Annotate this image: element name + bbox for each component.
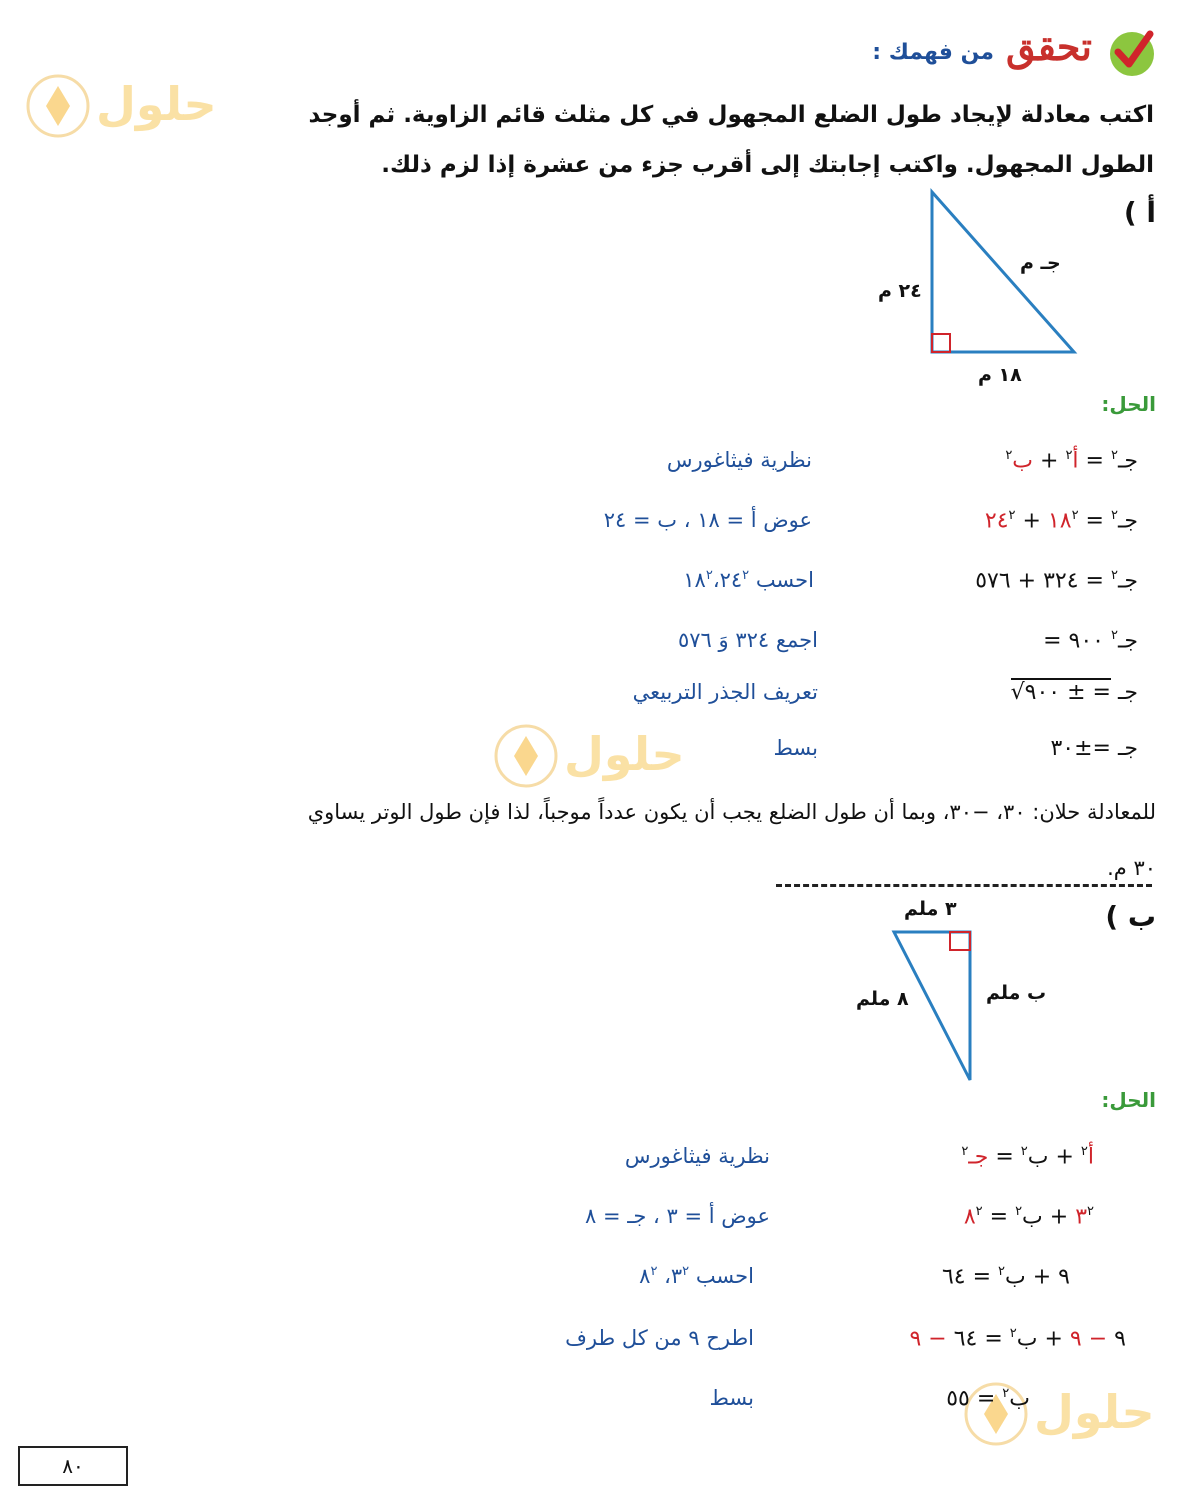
part-b-step-3-equation: ٩ + ب$^٢$ = ٦٤: [941, 1264, 1070, 1290]
part-a-step-6-lhs: جـ: [1117, 736, 1138, 761]
part-a-solution-label: الحل:: [1101, 392, 1156, 416]
section-divider: [776, 884, 1152, 887]
part-b-step-3-reason-base: احسب ٣: [670, 1264, 754, 1288]
part-a-step-6-reason: بسط: [773, 736, 818, 760]
part-a-step-1-reason: نظرية فيثاغورس: [666, 448, 812, 472]
part-b-step-5-reason: بسط: [709, 1386, 754, 1410]
watermark-text: حلول: [1034, 1385, 1155, 1439]
part-b-step-1-reason: نظرية فيثاغورس: [624, 1144, 770, 1168]
part-a-step-3-reason-base: احسب ١٨: [683, 568, 814, 592]
page-number: ٨٠: [18, 1446, 128, 1486]
part-a-step-2-equation: جـ$^٢$ = $١٨^٢$ + $٢٤^٢$: [984, 508, 1138, 534]
section-subtitle: من فهمك :: [872, 40, 994, 65]
watermark-logo: [24, 68, 234, 140]
watermark-text: حلول: [96, 77, 217, 131]
part-a-step-1-equation: جـ$^٢$ = أ$^٢$ + ب$^٢$: [1005, 448, 1138, 474]
triangle-a-horizontal-leg: ١٨ م: [978, 364, 1022, 386]
part-a-step-5-lhs: جـ: [1117, 680, 1138, 705]
part-a-step-4-equation: جـ$^٢$ ٩٠٠ =: [1043, 628, 1138, 654]
triangle-b-right-side: ب ملم: [986, 982, 1047, 1004]
triangle-a-hypotenuse: جـ م: [1020, 252, 1061, 274]
part-b-step-3-reason: احسب $٣^٢،$ $٨^٢$: [639, 1264, 754, 1288]
part-b-solution-label: الحل:: [1101, 1088, 1156, 1112]
triangle-b-left-side: ٨ ملم: [856, 988, 909, 1010]
triangle-a-vertical-leg: ٢٤ م: [878, 280, 922, 302]
part-a-step-3-reason: احسب $١٨^٢،٢٤^٢$: [683, 568, 814, 592]
part-b-step-4-reason: اطرح ٩ من كل طرف: [565, 1326, 754, 1350]
part-a-step-3-reason-mid: ،٢٤: [712, 568, 743, 592]
section-title: تحقق: [1005, 24, 1092, 69]
triangle-b-top-side: ٣ ملم: [904, 898, 957, 920]
triangle-a-figure: [924, 188, 1084, 360]
checkmark-badge-icon: [1104, 24, 1160, 80]
part-a-conclusion: [96, 784, 1156, 896]
part-a-conclusion-line-2: ٣٠ م.: [1107, 856, 1156, 880]
part-b-label: ب ): [1105, 900, 1156, 933]
instructions-line-1: اكتب معادلة لإيجاد طول الضلع المجهول في كل مثلث قائم الزاوية. ثم أوجد: [308, 102, 1154, 128]
part-a-step-5-reason: تعريف الجذر التربيعي: [632, 680, 818, 704]
part-a-step-6-rhs: =±٣٠: [1050, 736, 1111, 761]
part-a-step-6-equation: [1050, 736, 1138, 761]
watermark-text: حلول: [564, 727, 685, 781]
part-b-step-4-equation: ٩ − ٩ + ب$^٢$ = ٦٤ − ٩: [909, 1326, 1126, 1352]
instructions: [294, 90, 1154, 190]
part-a-step-4-lhs: جـ: [1117, 628, 1138, 654]
part-a-step-4-rhs: ٩٠٠ =: [1043, 628, 1104, 654]
part-b-step-3-reason-mid: ، ٨: [639, 1264, 671, 1288]
part-b-step-5-equation: ب$^٢$ = ٥٥: [946, 1386, 1030, 1412]
part-a-label: أ ): [1123, 196, 1156, 229]
part-a-step-2-reason: عوض أ = ١٨ ، ب = ٢٤: [603, 508, 812, 532]
part-b-step-2-equation: $٣^٢$ + ب$^٢$ = $٨^٢$: [963, 1204, 1094, 1230]
part-a-step-4-reason: اجمع ٣٢٤ وَ ٥٧٦: [678, 628, 818, 652]
part-b-step-2-reason: عوض أ = ٣ ، جـ = ٨: [584, 1204, 770, 1228]
part-a-step-3-equation: جـ$^٢$ = ٣٢٤ + ٥٧٦: [975, 568, 1138, 594]
part-b-step-1-equation: أ$^٢$ + ب$^٢$ = جـ$^٢$: [961, 1144, 1094, 1170]
watermark-logo: [492, 718, 702, 790]
part-a-step-5-equation: [1011, 680, 1138, 705]
part-a-step-5-rhs: = ± ٩٠٠√: [1010, 680, 1111, 705]
instructions-line-2: الطول المجهول. واكتب إجابتك إلى أقرب جزء من عشرة إذا لزم ذلك.: [381, 152, 1154, 178]
part-a-conclusion-line-1: للمعادلة حلان: ٣٠، −٣٠، وبما أن طول الضلع يجب أن يكون عدداً موجباً، لذا فإن طول الوتر يساوي: [307, 800, 1156, 824]
